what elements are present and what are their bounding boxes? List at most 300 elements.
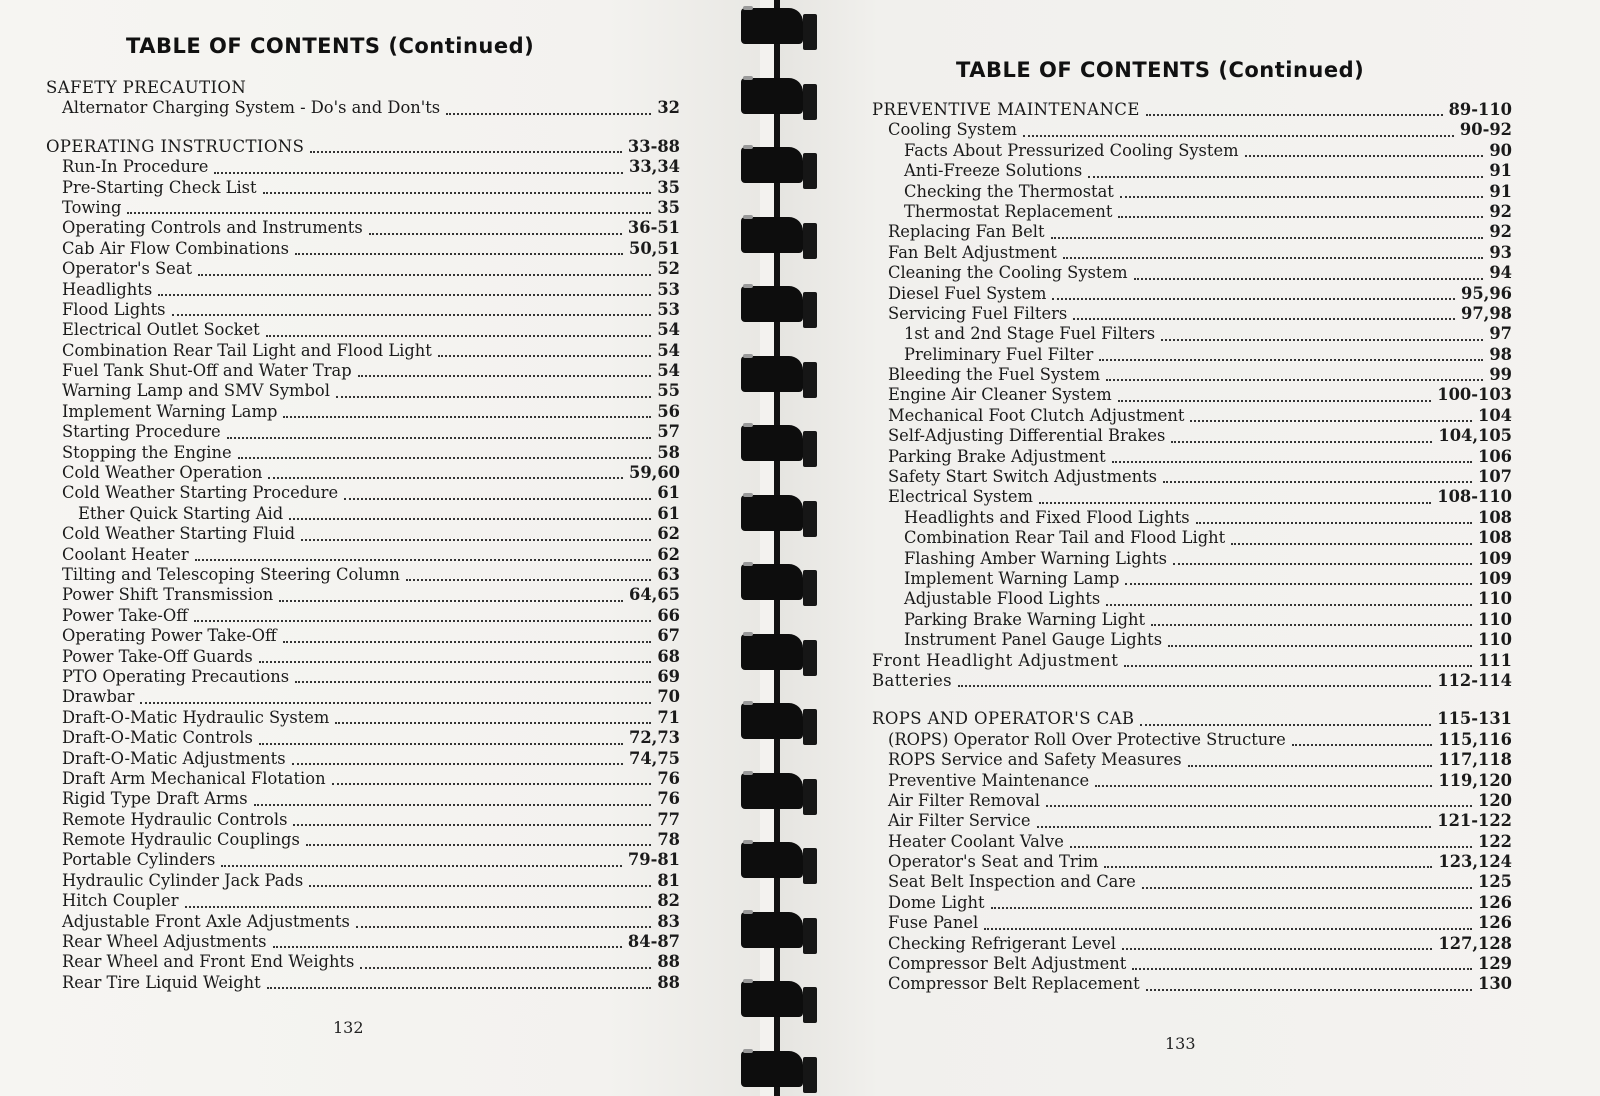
toc-entry [872,872,1512,892]
dot-leader [1118,216,1483,218]
dot-leader [1037,826,1432,828]
toc-entry-page: 115,116 [1438,729,1512,749]
toc-entry-title: Alternator Charging System - Do's and Don'ts [62,98,441,118]
toc-entry-title: Power Shift Transmission [62,585,274,605]
dot-leader [238,457,652,459]
dot-leader [185,906,652,908]
toc-entry-title: Run-In Procedure [62,157,209,177]
toc-entry-page: 64,65 [629,585,680,605]
toc-entry-title: Warning Lamp and SMV Symbol [62,381,330,401]
toc-entry-page: 50,51 [629,238,680,258]
dot-leader [1163,481,1472,483]
dot-leader [1171,441,1432,443]
dot-leader [158,294,651,296]
toc-entry-page: 109 [1478,568,1512,588]
dot-leader [1173,563,1472,565]
toc-entry-page: 115-131 [1437,709,1512,729]
toc-entry-title: Hydraulic Cylinder Jack Pads [62,870,304,890]
binding-loop [741,213,817,259]
dot-leader [127,212,651,214]
toc-entry-title: Servicing Fuel Filters [888,303,1068,323]
toc-entry-title: Front Headlight Adjustment [872,650,1119,670]
toc-entry-title: Bleeding the Fuel System [888,365,1101,385]
toc-entry [872,791,1512,811]
toc-entry [46,198,680,218]
toc-entry-page: 125 [1478,872,1512,892]
toc-entry-title: Operator's Seat [62,259,193,279]
toc-entry-page: 111 [1478,650,1512,670]
toc-entry-title: Draft Arm Mechanical Flotation [62,768,326,788]
comb-binding [735,0,825,1096]
dot-leader [958,685,1431,687]
toc-entry-title: ROPS AND OPERATOR'S CAB [872,709,1135,729]
toc-entry-page: 97 [1489,324,1512,344]
toc-entry [46,98,680,118]
toc-entry [46,422,680,442]
toc-entry-page: 53 [657,299,680,319]
toc-entry-page: 88 [657,972,680,992]
toc-entry-page: 54 [657,340,680,360]
dot-leader [1104,866,1432,868]
toc-entry-title: Cold Weather Starting Fluid [62,524,296,544]
toc-entry [872,324,1512,344]
dot-leader [1073,318,1455,320]
toc-entry-page: 99 [1489,365,1512,385]
toc-entry-title: Implement Warning Lamp [904,568,1120,588]
toc-entry [46,647,680,667]
toc-entry-page: 72,73 [629,728,680,748]
dot-leader [1292,744,1433,746]
toc-entry-title: Power Take-Off [62,605,188,625]
dot-leader [214,172,623,174]
dot-leader [172,314,652,316]
toc-entry [46,565,680,585]
toc-entry-title: Headlights and Fixed Flood Lights [904,507,1190,527]
dot-leader [198,274,651,276]
dot-leader [369,233,622,235]
binding-loop [741,908,817,954]
toc-entry-page: 112-114 [1437,670,1512,690]
toc-entry-title: Batteries [872,670,952,690]
toc-entry-page: 33,34 [629,157,680,177]
binding-loop [741,4,817,50]
toc-entry [46,280,680,300]
dot-leader [283,641,652,643]
toc-entry [872,284,1512,304]
binding-loop [741,769,817,815]
dot-leader [259,743,623,745]
dot-leader [254,804,652,806]
toc-entry-page: 52 [657,259,680,279]
toc-entry [46,789,680,809]
toc-entry-title: 1st and 2nd Stage Fuel Filters [904,324,1156,344]
dot-leader [446,113,651,115]
toc-entry-title: Starting Procedure [62,422,221,442]
toc-entry-title: Air Filter Removal [888,790,1041,810]
toc-entry-title: Preventive Maintenance [888,770,1090,790]
toc-entry-page: 69 [657,666,680,686]
binding-loop [741,1047,817,1093]
binding-loop [741,977,817,1023]
toc-entry [872,467,1512,487]
binding-loop [741,838,817,884]
toc-entry-title: Fuse Panel [888,913,979,933]
toc-entry [46,157,680,177]
toc-entry-page: 84-87 [627,932,680,952]
dot-leader [221,865,622,867]
toc-entry-title: Air Filter Service [888,811,1031,831]
toc-entry-title: ROPS Service and Safety Measures [888,750,1182,770]
dot-leader [266,335,652,337]
toc-entry-page: 35 [657,177,680,197]
toc-entry-page: 104 [1478,405,1512,425]
toc-entry-page: 76 [657,789,680,809]
left-page-number: 132 [333,1018,364,1037]
dot-leader [295,681,651,683]
toc-entry-title: Checking Refrigerant Level [888,933,1117,953]
dot-leader [1124,665,1472,667]
toc-entry-title: Pre-Starting Check List [62,177,257,197]
toc-entry-page: 35 [657,197,680,217]
toc-entry-page: 54 [657,320,680,340]
dot-leader [1112,461,1472,463]
left-page-title: TABLE OF CONTENTS (Continued) [126,34,535,58]
binding-loop [741,352,817,398]
right-toc-list [872,100,1512,995]
toc-entry [872,120,1512,140]
toc-entry-page: 95,96 [1461,283,1512,303]
toc-entry [46,932,680,952]
binding-loop [741,143,817,189]
toc-entry-title: Mechanical Foot Clutch Adjustment [888,405,1185,425]
toc-entry-title: Adjustable Front Axle Adjustments [62,911,350,931]
toc-entry [46,545,680,565]
toc-entry [872,974,1512,994]
toc-entry [872,222,1512,242]
toc-entry-page: 104,105 [1438,426,1512,446]
dot-leader [1134,278,1484,280]
left-toc-list [46,78,680,993]
toc-entry [872,811,1512,831]
toc-entry-page: 59,60 [629,463,680,483]
dot-leader [1140,724,1431,726]
toc-entry [46,850,680,870]
toc-entry-page: 76 [657,768,680,788]
toc-entry [46,524,680,544]
toc-section-heading [872,709,1512,729]
toc-entry-title: Remote Hydraulic Couplings [62,830,300,850]
toc-entry-page: 32 [657,98,680,118]
toc-entry-page: 62 [657,524,680,544]
toc-entry-page: 79-81 [627,850,680,870]
dot-leader [1023,135,1454,137]
dot-leader [1088,176,1483,178]
dot-leader [1063,257,1484,259]
toc-entry [46,830,680,850]
toc-entry-page: 92 [1489,222,1512,242]
dot-leader [360,967,651,969]
dot-leader [301,539,651,541]
binding-loop [741,491,817,537]
dot-leader [356,926,651,928]
dot-leader [140,702,651,704]
toc-entry-page: 70 [657,687,680,707]
binding-loop [741,282,817,328]
toc-entry-title: (ROPS) Operator Roll Over Protective Structure [888,729,1286,749]
toc-entry-page: 97,98 [1461,303,1512,323]
toc-entry-page: 61 [657,503,680,523]
toc-entry-title: Electrical System [888,487,1033,507]
toc-entry-title: Cleaning the Cooling System [888,263,1128,283]
toc-entry-page: 121-122 [1437,811,1512,831]
toc-entry-title: Draft-O-Matic Controls [62,728,253,748]
dot-leader [991,907,1472,909]
toc-entry [46,463,680,483]
toc-entry-page: 110 [1478,630,1512,650]
toc-entry [46,810,680,830]
toc-entry [46,218,680,238]
toc-entry-page: 89-110 [1448,100,1512,119]
toc-entry [872,589,1512,609]
toc-entry-title: Fan Belt Adjustment [888,242,1057,262]
toc-entry [872,852,1512,872]
toc-section-heading [46,78,680,98]
toc-entry [872,345,1512,365]
toc-entry-title: Draft-O-Matic Adjustments [62,748,286,768]
toc-entry-title: Heater Coolant Valve [888,831,1064,851]
toc-section-heading [872,671,1512,691]
toc-entry-title: Rear Wheel Adjustments [62,932,267,952]
toc-entry-title: Checking the Thermostat [904,181,1114,201]
dot-leader [1120,196,1483,198]
dot-leader [306,844,651,846]
toc-entry-title: Rear Wheel and Front End Weights [62,952,355,972]
toc-entry [872,569,1512,589]
toc-entry-page: 126 [1478,892,1512,912]
toc-entry-page: 93 [1489,242,1512,262]
toc-entry-title: Remote Hydraulic Controls [62,809,288,829]
toc-entry [872,630,1512,650]
toc-entry-title: Hitch Coupler [62,891,179,911]
toc-entry-title: Combination Rear Tail and Flood Light [904,528,1226,548]
toc-entry-page: 54 [657,361,680,381]
dot-leader [283,416,651,418]
dot-leader [1231,543,1472,545]
left-page [0,0,760,1096]
dot-leader [263,192,652,194]
section-spacer [46,119,680,137]
toc-entry-page: 90-92 [1459,120,1512,140]
toc-entry-page: 74,75 [629,748,680,768]
toc-entry [46,504,680,524]
toc-entry-title: Portable Cylinders [62,850,216,870]
toc-entry-title: Dome Light [888,892,985,912]
toc-entry-page: 129 [1478,954,1512,974]
toc-entry-title: Flashing Amber Warning Lights [904,548,1167,568]
dot-leader [344,498,651,500]
dot-leader [1168,645,1472,647]
toc-entry-page: 58 [657,442,680,462]
dot-leader [1052,298,1455,300]
toc-entry-title: Parking Brake Adjustment [888,446,1106,466]
toc-entry-page: 90 [1489,140,1512,160]
dot-leader [332,783,652,785]
toc-entry [872,549,1512,569]
toc-entry-title: Power Take-Off Guards [62,646,253,666]
toc-entry-page: 53 [657,279,680,299]
toc-entry-title: Operating Power Take-Off [62,626,277,646]
toc-entry-page: 108 [1478,528,1512,548]
toc-entry [872,243,1512,263]
toc-entry-title: Anti-Freeze Solutions [904,161,1083,181]
dot-leader [358,375,652,377]
toc-entry [872,832,1512,852]
toc-entry [46,708,680,728]
toc-entry-page: 63 [657,564,680,584]
toc-entry-title: OPERATING INSTRUCTIONS [46,136,305,156]
dot-leader [1142,887,1472,889]
toc-entry-page: 106 [1478,446,1512,466]
toc-entry [46,443,680,463]
toc-entry-title: Implement Warning Lamp [62,401,278,421]
toc-entry-page: 91 [1489,161,1512,181]
toc-entry-title: Parking Brake Warning Light [904,609,1146,629]
toc-entry-title: Towing [62,197,122,217]
toc-entry-page: 88 [657,952,680,972]
toc-entry [46,483,680,503]
toc-entry-title: SAFETY PRECAUTION [46,78,247,97]
toc-entry-page: 119,120 [1438,770,1512,790]
toc-entry [46,626,680,646]
toc-entry-title: Cold Weather Starting Procedure [62,483,339,503]
toc-entry [46,178,680,198]
toc-entry-title: Preliminary Fuel Filter [904,344,1094,364]
toc-entry [872,487,1512,507]
toc-entry [872,508,1512,528]
toc-entry [46,381,680,401]
toc-entry-page: 130 [1478,974,1512,994]
dot-leader [289,518,651,520]
right-page-title: TABLE OF CONTENTS (Continued) [956,58,1365,82]
toc-entry-title: Tilting and Telescoping Steering Column [62,564,400,584]
dot-leader [984,928,1472,930]
binding-loop [741,74,817,120]
toc-entry [46,952,680,972]
toc-entry [872,610,1512,630]
toc-entry-page: 100-103 [1437,385,1512,405]
dot-leader [1039,502,1431,504]
toc-entry-page: 62 [657,544,680,564]
toc-entry-page: 123,124 [1438,852,1512,872]
binding-loop [741,560,817,606]
toc-entry [872,365,1512,385]
toc-entry-page: 36-51 [627,218,680,238]
toc-entry-page: 92 [1489,201,1512,221]
toc-entry-page: 108 [1478,507,1512,527]
dot-leader [259,661,652,663]
toc-entry-title: Diesel Fuel System [888,283,1047,303]
dot-leader [1188,765,1433,767]
toc-entry [46,585,680,605]
toc-entry-page: 67 [657,626,680,646]
toc-entry [872,385,1512,405]
toc-entry-title: PTO Operating Precautions [62,666,290,686]
dot-leader [1196,522,1472,524]
toc-entry-page: 94 [1489,263,1512,283]
dot-leader [295,253,623,255]
toc-entry-title: Thermostat Replacement [904,201,1113,221]
dot-leader [1122,948,1432,950]
dot-leader [279,600,623,602]
toc-entry-title: Cold Weather Operation [62,463,263,483]
toc-entry-title: Draft-O-Matic Hydraulic System [62,707,330,727]
dot-leader [1146,114,1443,116]
dot-leader [227,437,652,439]
dot-leader [309,885,651,887]
toc-entry-page: 83 [657,911,680,931]
dot-leader [1118,400,1432,402]
binding-loop [741,630,817,676]
toc-entry [872,730,1512,750]
dot-leader [1095,785,1432,787]
toc-entry [872,182,1512,202]
dot-leader [273,946,622,948]
dot-leader [267,987,652,989]
dot-leader [438,355,652,357]
dot-leader [1190,420,1472,422]
toc-entry-page: 57 [657,422,680,442]
toc-entry-page: 110 [1478,589,1512,609]
toc-entry [872,304,1512,324]
toc-entry-title: Safety Start Switch Adjustments [888,467,1158,487]
toc-entry-title: Drawbar [62,687,135,707]
dot-leader [293,824,651,826]
toc-entry-page: 127,128 [1438,933,1512,953]
right-page-number: 133 [1165,1034,1196,1053]
dot-leader [310,151,622,153]
right-page [780,0,1600,1096]
toc-entry-title: Compressor Belt Adjustment [888,954,1127,974]
dot-leader [1106,604,1472,606]
toc-entry-page: 91 [1489,181,1512,201]
toc-entry-title: Adjustable Flood Lights [904,589,1101,609]
toc-entry [46,361,680,381]
toc-entry-title: Stopping the Engine [62,442,232,462]
dot-leader [195,559,652,561]
toc-entry [46,871,680,891]
toc-entry-title: Replacing Fan Belt [888,222,1045,242]
dot-leader [292,763,623,765]
toc-entry-page: 33-88 [627,136,680,156]
toc-entry-title: Fuel Tank Shut-Off and Water Trap [62,361,352,381]
toc-entry [872,934,1512,954]
toc-entry [872,750,1512,770]
toc-entry [46,912,680,932]
dot-leader [1070,846,1472,848]
dot-leader [268,477,623,479]
toc-entry-title: Operating Controls and Instruments [62,218,363,238]
toc-entry-title: Compressor Belt Replacement [888,974,1140,994]
toc-entry-page: 55 [657,381,680,401]
toc-entry [872,406,1512,426]
dot-leader [1132,968,1472,970]
toc-entry-title: Engine Air Cleaner System [888,385,1112,405]
toc-entry [46,402,680,422]
dot-leader [194,620,651,622]
toc-entry-page: 81 [657,870,680,890]
toc-entry [46,973,680,993]
toc-entry-page: 108-110 [1437,487,1512,507]
